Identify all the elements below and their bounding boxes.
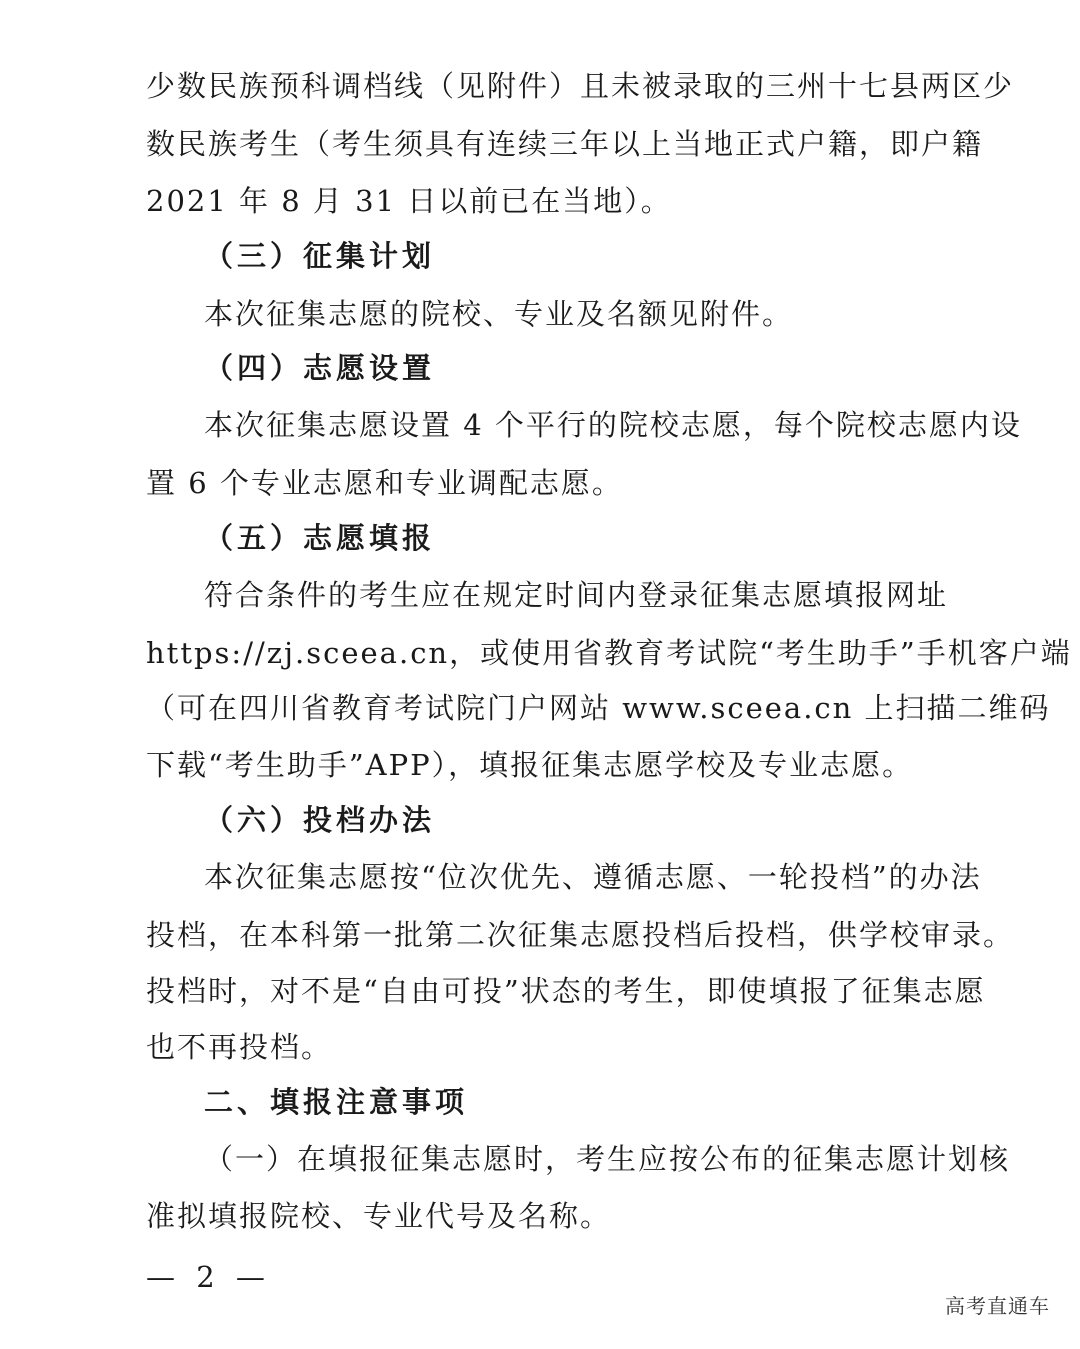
section-heading-submission-method: （六）投档办法 <box>204 803 436 837</box>
body-line: （可在四川省教育考试院门户网站 www.sceea.cn 上扫描二维码 <box>146 691 1051 725</box>
body-line: 2021 年 8 月 31 日以前已在当地）。 <box>146 184 672 218</box>
section-heading-collection-plan: （三）征集计划 <box>204 239 436 273</box>
body-line: 本次征集志愿设置 4 个平行的院校志愿，每个院校志愿内设 <box>204 408 1022 442</box>
body-line: 置 6 个专业志愿和专业调配志愿。 <box>146 466 623 500</box>
body-line: 符合条件的考生应在规定时间内登录征集志愿填报网址 <box>204 578 949 612</box>
body-line: 本次征集志愿按“位次优先、遵循志愿、一轮投档”的办法 <box>204 860 982 894</box>
body-line: 准拟填报院校、专业代号及名称。 <box>146 1199 612 1233</box>
section-heading-volunteer-settings: （四）志愿设置 <box>204 351 436 385</box>
body-line: 少数民族预科调档线（见附件）且未被录取的三州十七县两区少 <box>146 69 1015 103</box>
body-line: 投档，在本科第一批第二次征集志愿投档后投档，供学校审录。 <box>146 918 1015 952</box>
body-line: （一）在填报征集志愿时，考生应按公布的征集志愿计划核 <box>204 1142 1011 1176</box>
watermark: 高考直通车 <box>945 1294 1050 1318</box>
body-line: 数民族考生（考生须具有连续三年以上当地正式户籍，即户籍 <box>146 127 984 161</box>
body-line: 投档时，对不是“自由可投”状态的考生，即使填报了征集志愿 <box>146 974 986 1008</box>
page-number: — 2 — <box>146 1260 271 1294</box>
body-line: 本次征集志愿的院校、专业及名额见附件。 <box>204 297 794 331</box>
body-line: 也不再投档。 <box>146 1030 333 1064</box>
section-heading-notes: 二、填报注意事项 <box>204 1085 469 1119</box>
body-line: https://zj.sceea.cn，或使用省教育考试院“考生助手”手机客户端 <box>146 636 1072 670</box>
section-heading-volunteer-filing: （五）志愿填报 <box>204 521 436 555</box>
body-line: 下载“考生助手”APP），填报征集志愿学校及专业志愿。 <box>146 748 914 782</box>
